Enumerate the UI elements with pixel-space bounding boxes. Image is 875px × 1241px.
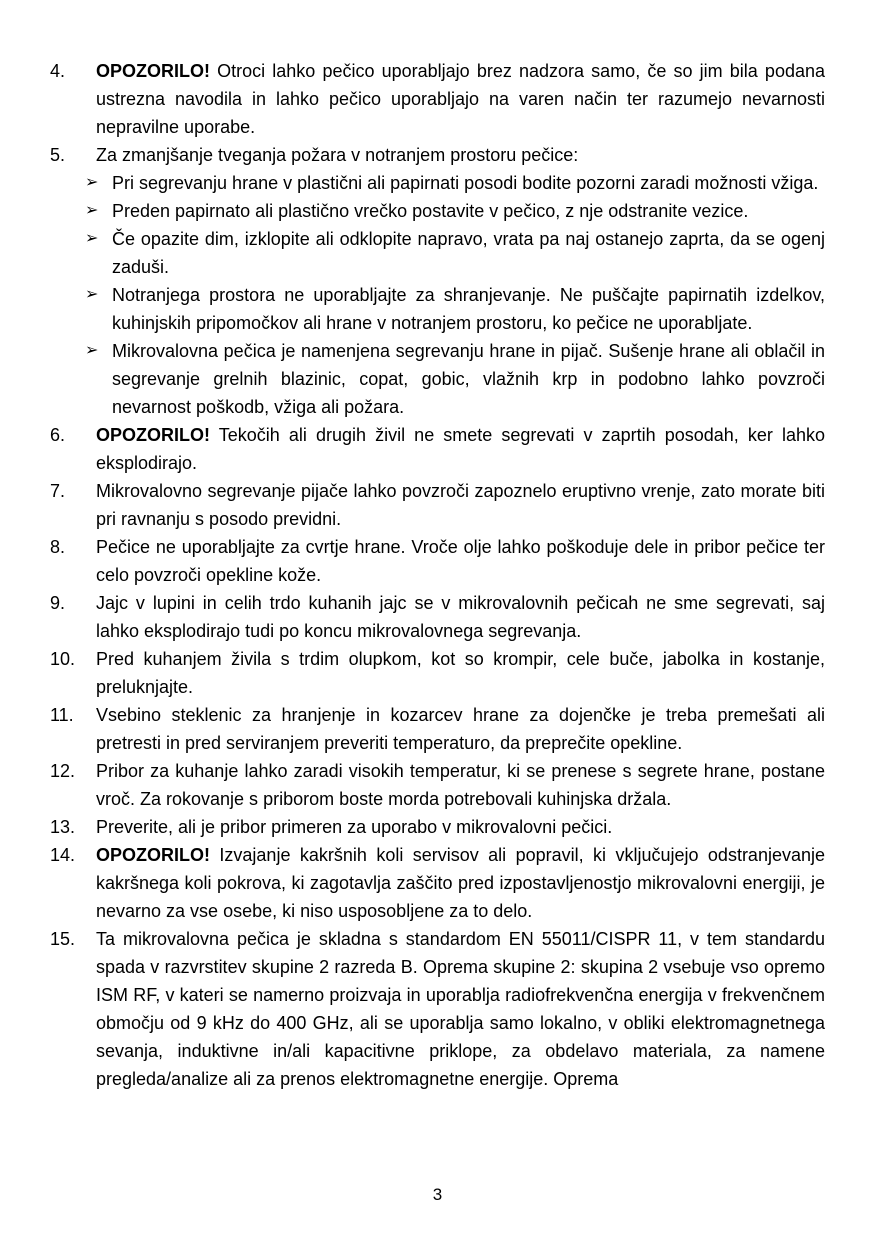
item-text [96,477,825,533]
list-item [50,841,825,925]
page-number: 3 [432,1185,443,1204]
item-text-content: Otroci lahko pečico uporabljajo brez nadzora samo, če so jim bila podana ustrezna navodila in lahko pečico uporabljajo na varen način ter razumejo nevarnosti nepravilne uporabe. [96,61,825,137]
bullet-text: Mikrovalovna pečica je namenjena segrevanju hrane in pijač. Sušenje hrane ali oblačil in segrevanje grelnih blazinic, copat, gobic, vlažnih krp in podobno lahko povzroči nevarnost poškodb, vžiga ali požara. [112,341,825,417]
item-number: 6. [50,425,66,445]
item-number: 7. [50,481,66,501]
item-text-content: Pribor za kuhanje lahko zaradi visokih temperatur, ki se prenese s segrete hrane, postane vroč. Za rokovanje s priborom boste morda potrebovali kuhinjska držala. [96,761,825,809]
item-number: 5. [50,145,66,165]
item-number: 11. [50,705,74,725]
bullet-item [85,197,825,225]
arrow-bullet-icon: ➢ [85,230,99,247]
item-number: 9. [50,593,66,613]
item-text [96,421,825,477]
item-text-content: Mikrovalovno segrevanje pijače lahko povzroči zapoznelo eruptivno vrenje, zato morate biti pri ravnanju s posodo previdni. [96,481,825,529]
bullet-item [85,337,825,421]
item-text [96,645,825,701]
item-number: 14. [50,845,76,865]
instruction-list [50,57,825,1093]
bullet-text: Notranjega prostora ne uporabljajte za shranjevanje. Ne puščajte papirnatih izdelkov, kuhinjskih pripomočkov ali hrane v notranjem prostoru, ko pečice ne uporabljate. [112,285,825,333]
item-body [96,589,825,645]
bullet-item [85,169,825,197]
item-text-content: Pečice ne uporabljajte za cvrtje hrane. Vroče olje lahko poškoduje dele in pribor pečice ter celo povzroči opekline kože. [96,537,825,585]
list-item [50,533,825,589]
bullet-text: Preden papirnato ali plastično vrečko postavite v pečico, z nje odstranite vezice. [112,201,749,221]
item-body [96,57,825,141]
item-text [96,757,825,813]
list-item [50,701,825,757]
item-text-content: Za zmanjšanje tveganja požara v notranjem prostoru pečice: [96,145,579,165]
bullet-item [85,225,825,281]
warning-label: OPOZORILO! [96,425,210,445]
item-text [96,701,825,757]
item-text-content: Jajc v lupini in celih trdo kuhanih jajc se v mikrovalovnih pečicah ne sme segrevati, saj lahko eksplodirajo tudi po koncu mikrovalovnega segrevanja. [96,593,825,641]
item-text [96,533,825,589]
arrow-bullet-icon: ➢ [85,202,99,219]
item-text [96,925,825,1093]
list-item [50,141,825,421]
item-body [96,925,825,1093]
arrow-bullet-icon: ➢ [85,174,99,191]
item-body [96,841,825,925]
item-text-content: Ta mikrovalovna pečica je skladna s standardom EN 55011/CISPR 11, v tem standardu spada v razvrstitev skupine 2 razreda B. Oprema skupine 2: skupina 2 vsebuje vso opremo ISM RF, v kateri se namerno proizvaja in uporablja radiofrekvenčna energija v frekvenčnem območju od 9 kHz do 400 GHz, ali se uporablja samo lokalno, v obliki elektromagnetnega sevanja, induktivne in/ali kapacitivne priklope, za obdelavo materiala, za namene pregleda/analize ali za prenos elektromagnetne energije. Oprema [96,929,825,1089]
item-number: 10. [50,649,76,669]
list-item [50,645,825,701]
item-number: 4. [50,61,66,81]
warning-label: OPOZORILO! [96,845,210,865]
item-body [96,645,825,701]
item-body [85,141,825,421]
item-body [96,757,825,813]
list-item [50,925,825,1093]
list-item [50,57,825,141]
list-item [50,421,825,477]
bullet-text: Pri segrevanju hrane v plastični ali papirnati posodi bodite pozorni zaradi možnosti vžiga. [112,173,819,193]
item-text [96,589,825,645]
item-text [96,57,825,141]
list-item [50,589,825,645]
item-number: 12. [50,761,76,781]
item-text-content: Preverite, ali je pribor primeren za uporabo v mikrovalovni pečici. [96,817,613,837]
arrow-bullet-icon: ➢ [85,286,99,303]
arrow-bullet-icon: ➢ [85,342,99,359]
item-body [96,533,825,589]
item-text-content: Vsebino steklenic za hranjenje in kozarcev hrane za dojenčke je treba premešati ali pretresti in pred serviranjem preveriti temperaturo, da preprečite opekline. [96,705,825,753]
item-text-content: Pred kuhanjem živila s trdim olupkom, kot so krompir, cele buče, jabolka in kostanje, preluknjajte. [96,649,825,697]
item-text [96,813,825,841]
item-text [96,141,825,169]
item-body [96,813,825,841]
item-body [96,477,825,533]
bullet-item [85,281,825,337]
list-item [50,813,825,841]
list-item [50,757,825,813]
item-body [96,701,825,757]
item-number: 13. [50,817,76,837]
item-text [96,841,825,925]
list-item [50,477,825,533]
bullet-text: Če opazite dim, izklopite ali odklopite napravo, vrata pa naj ostanejo zaprta, da se ogenj zaduši. [112,229,825,277]
item-text-content: Izvajanje kakršnih koli servisov ali popravil, ki vključujejo odstranjevanje kakršnega koli pokrova, ki zagotavlja zaščito pred izpostavljenostjo mikrovalovni energiji, je nevarno za vse osebe, ki niso usposobljene za to delo. [96,845,825,921]
item-body [96,421,825,477]
warning-label: OPOZORILO! [96,61,210,81]
item-text-content: Tekočih ali drugih živil ne smete segrevati v zaprtih posodah, ker lahko eksplodirajo. [96,425,825,473]
item-number: 15. [50,929,76,949]
item-number: 8. [50,537,66,557]
